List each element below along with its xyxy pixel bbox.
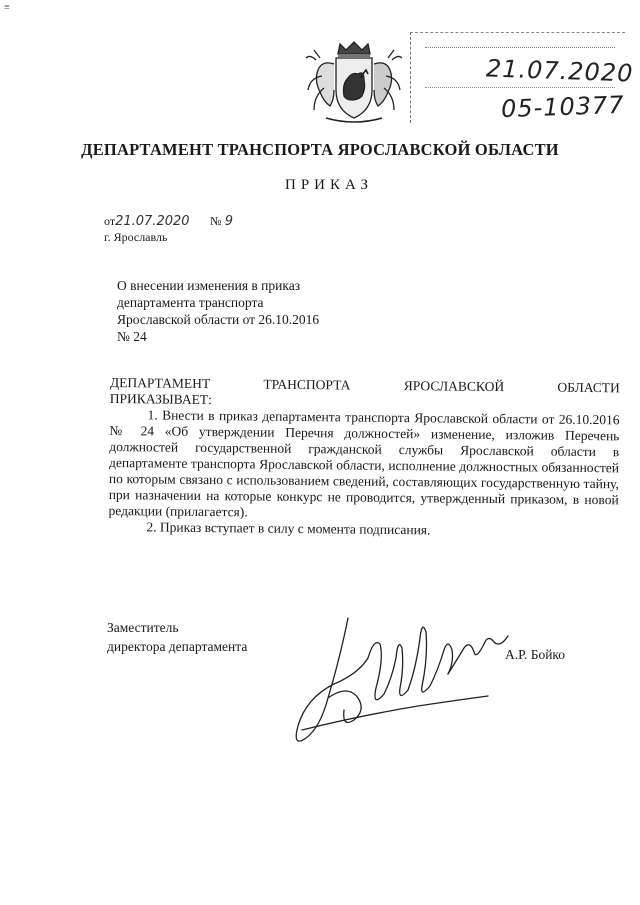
lead-word: ОБЛАСТИ: [557, 379, 620, 396]
order-meta: [104, 212, 233, 246]
order-city: г. Ярославль: [104, 230, 168, 244]
lead-verb: ПРИКАЗЫВАЕТ:: [109, 390, 212, 408]
subject-line: № 24: [117, 329, 147, 344]
subject-line: департамента транспорта: [117, 295, 264, 310]
stamp-header-line: [425, 37, 615, 48]
order-item-1: 1. Внести в приказ департамента транспорта Ярославской области от 26.10.2016 № 24 «Об утверждении Перечня должностей» изменение, изложив Перечень должностей государственной гражданской службы Ярославской области в департаменте транспорта Ярославской области, исполнение должностных обязанностей по которым связано с использованием сведений, составляющих государственную тайну, при назначении на которые конкурс не проводится, утвержденный приказом, в новой редакции (прилагается).: [108, 407, 620, 520]
order-body: [108, 375, 620, 540]
signer-position-line: директора департамента: [107, 639, 248, 654]
date-prefix: от: [104, 214, 116, 228]
signer-position: [107, 618, 247, 656]
order-number: 9: [224, 214, 234, 229]
number-prefix: №: [210, 214, 222, 228]
lead-word: ДЕПАРТАМЕНТ: [109, 375, 211, 392]
stamp-date: 21.07.2020: [485, 54, 634, 88]
handwritten-signature-icon: [288, 598, 518, 758]
signer-name: А.Р. Бойко: [505, 647, 566, 662]
order-date: 21.07.2020: [115, 214, 190, 229]
stamp-number: 05-10377: [500, 90, 625, 124]
subject-line: О внесении изменения в приказ: [117, 278, 301, 293]
lead-word: ТРАНСПОРТА: [263, 376, 351, 393]
order-item-2: 2. Приказ вступает в силу с момента подписания.: [146, 519, 431, 538]
lead-word: ЯРОСЛАВСКОЙ: [403, 378, 505, 395]
order-date-row: [104, 212, 233, 229]
registration-stamp-icon: [410, 32, 634, 124]
subject-line: Ярославской области от 26.10.2016: [117, 312, 320, 327]
stamp-middle-line: [425, 79, 615, 88]
document-type-title: ПРИКАЗ: [285, 177, 373, 193]
department-title: ДЕПАРТАМЕНТ ТРАНСПОРТА ЯРОСЛАВСКОЙ ОБЛАСТИ: [81, 140, 559, 159]
order-subject: [117, 277, 319, 345]
signer-position-line: Заместитель: [107, 620, 179, 635]
corner-mark: ≡: [4, 2, 10, 13]
yaroslavl-coat-of-arms-icon: [300, 40, 408, 126]
